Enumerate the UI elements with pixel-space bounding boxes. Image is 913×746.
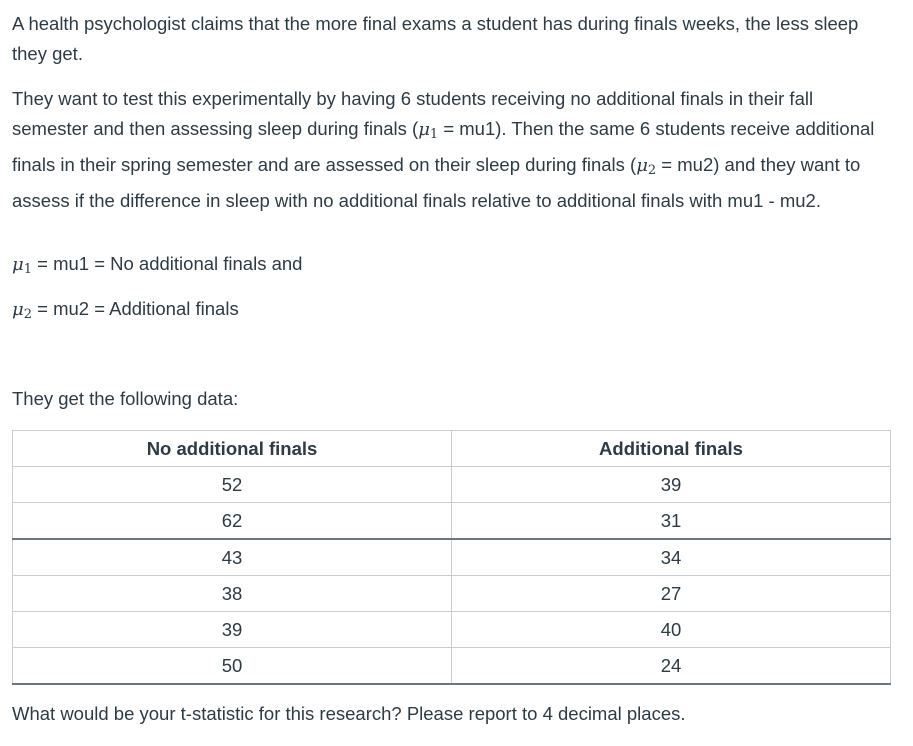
data-intro: They get the following data: <box>12 388 239 409</box>
cell-additional: 39 <box>452 467 891 503</box>
mu1-symbol: μ <box>418 119 430 140</box>
design-text-1: They want to test this experimentally by having 6 students receiving no additional finals in their fall semester and then assessing sleep during finals ( <box>12 88 814 139</box>
mu2-subscript: 2 <box>647 163 657 178</box>
header-additional-finals: Additional finals <box>452 431 891 467</box>
data-table <box>12 430 891 685</box>
definition-mu1 <box>12 249 892 285</box>
cell-additional: 40 <box>452 612 891 648</box>
def-mu1-text: = mu1 = No additional finals and <box>31 253 303 274</box>
cell-no-additional: 62 <box>13 503 452 540</box>
cell-no-additional: 52 <box>13 467 452 503</box>
table-header-row <box>13 431 891 467</box>
mu1-subscript: 1 <box>429 127 439 142</box>
cell-no-additional: 38 <box>13 576 452 612</box>
cell-additional: 27 <box>452 576 891 612</box>
definition-mu2 <box>12 294 892 330</box>
cell-no-additional: 39 <box>13 612 452 648</box>
cell-additional: 24 <box>452 648 891 685</box>
question-text: What would be your t-statistic for this research? Please report to 4 decimal places. <box>12 703 686 724</box>
cell-additional: 31 <box>452 503 891 540</box>
cell-additional: 34 <box>452 539 891 576</box>
def-mu2-symbol: μ <box>12 299 24 320</box>
def-mu2-text: = mu2 = Additional finals <box>31 298 239 319</box>
intro-paragraph: A health psychologist claims that the more final exams a student has during finals weeks, the less sleep they get. <box>12 13 859 64</box>
cell-no-additional: 50 <box>13 648 452 685</box>
def-mu1-subscript: 1 <box>23 262 32 277</box>
design-paragraph <box>12 84 892 216</box>
cell-no-additional: 43 <box>13 539 452 576</box>
design-text-2: = mu1). Then the same 6 students receive additional finals in their spring semester and are assessed on their sleep during finals ( <box>12 118 875 175</box>
table-row <box>13 576 891 612</box>
table-row <box>13 503 891 540</box>
def-mu2-subscript: 2 <box>23 307 32 322</box>
table-row <box>13 648 891 685</box>
def-mu1-symbol: μ <box>12 254 24 275</box>
table-row <box>13 467 891 503</box>
header-no-additional-finals: No additional finals <box>13 431 452 467</box>
design-text-3: = mu2) and they want to assess if the difference in sleep with no additional finals relative to additional finals with mu1 - mu2. <box>12 154 861 211</box>
mu2-symbol: μ <box>636 155 648 176</box>
table-row <box>13 612 891 648</box>
table-row <box>13 539 891 576</box>
